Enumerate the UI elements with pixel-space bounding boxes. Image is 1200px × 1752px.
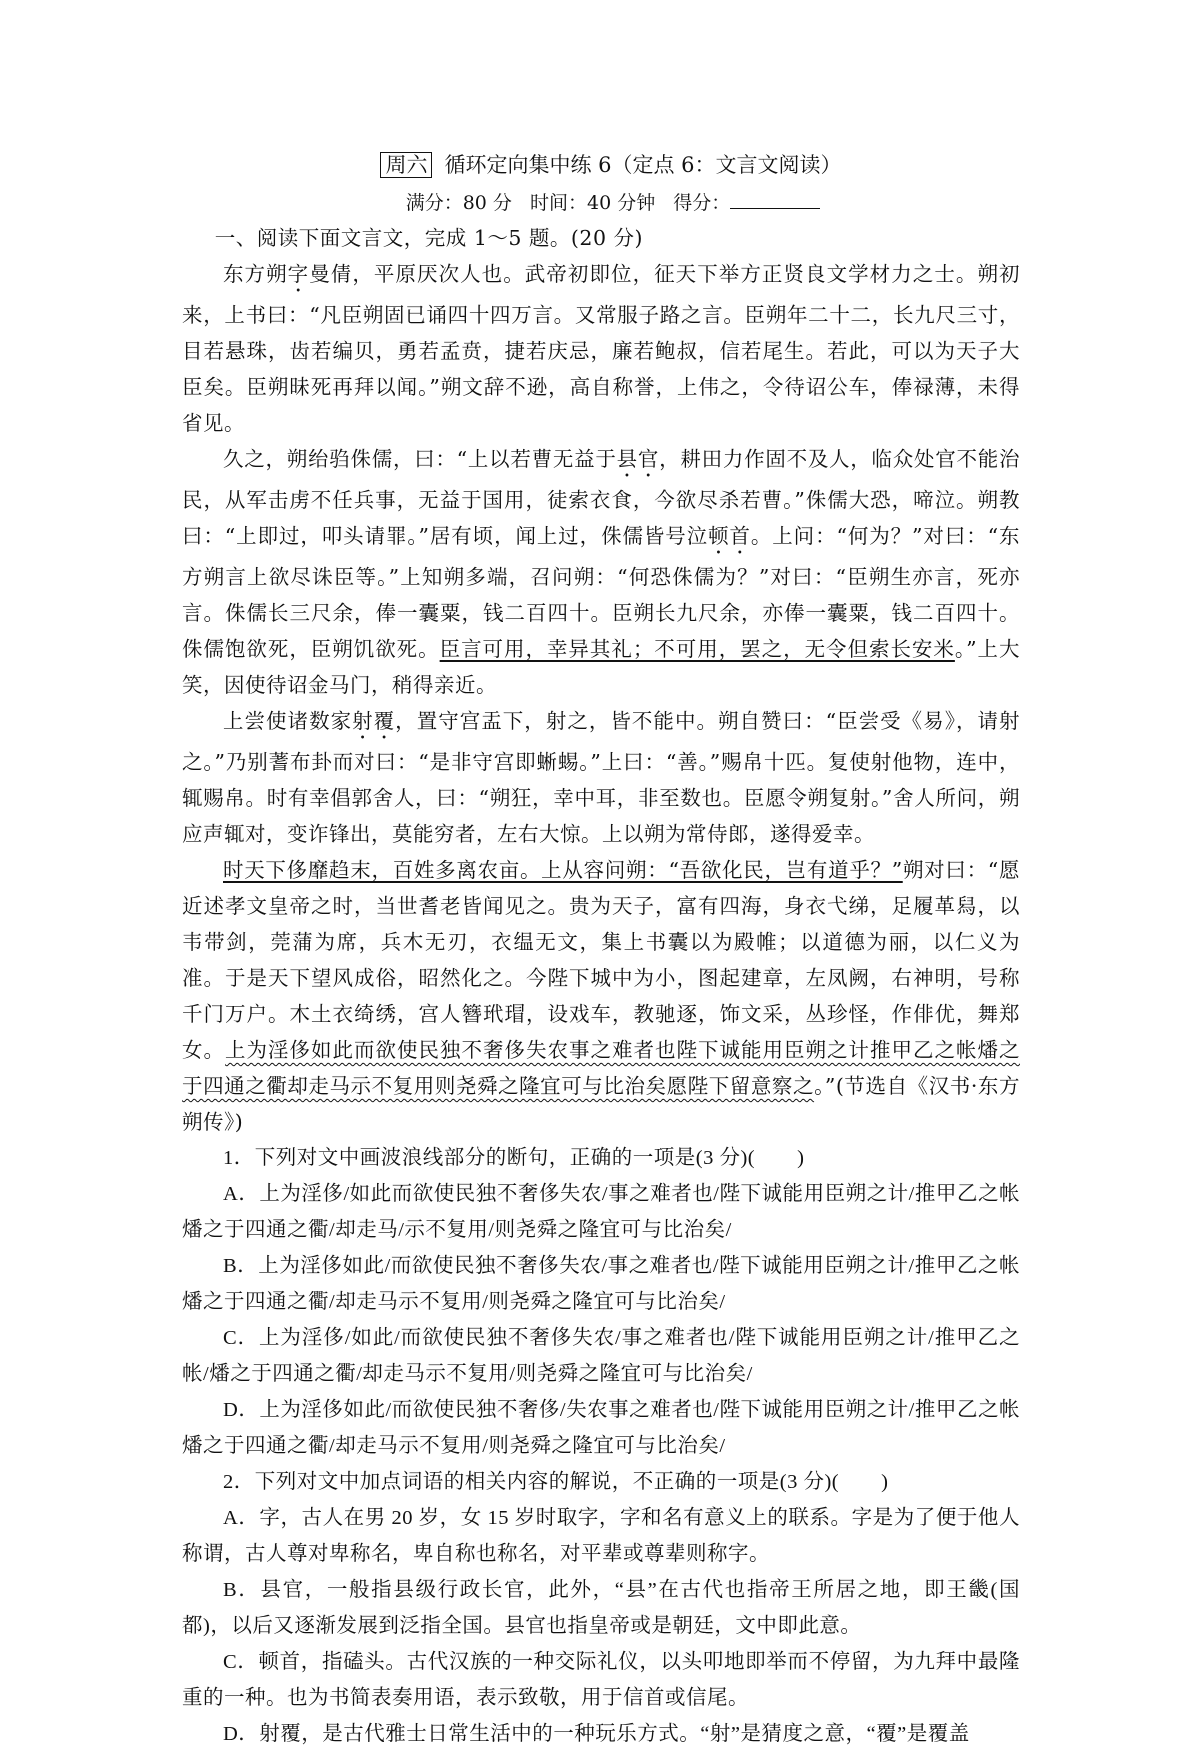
passage xyxy=(182,256,1020,1140)
full-score: 满分：80 分 xyxy=(405,192,512,214)
section-heading: 一、阅读下面文言文，完成 1～5 题。(20 分) xyxy=(214,226,644,250)
dotted-word-dunshou: 顿首 xyxy=(708,524,751,548)
option-b[interactable]: B．上为淫侈如此/而欲使民独不奢侈失农/事之难者也/陛下诚能用臣朔之计/推甲乙之帐燔之于四通之衢/却走马示不复用/则尧舜之隆宜可与比治矣/ xyxy=(182,1255,1020,1313)
option-a[interactable]: A．上为淫侈/如此而欲使民独不奢侈失农/事之难者也/陛下诚能用臣朔之计/推甲乙之帐燔之于四通之衢/却走马/示不复用/则尧舜之隆宜可与比治矣/ xyxy=(182,1183,1020,1241)
question-stem: 1．下列对文中画波浪线部分的断句，正确的一项是(3 分)( ) xyxy=(223,1147,805,1169)
option-c[interactable]: C．顿首，指磕头。古代汉族的一种交际礼仪，以头叩地即举而不停留，为九拜中最隆重的一种。也为书简表奏用语，表示致敬，用于信首或信尾。 xyxy=(182,1651,1020,1709)
passage-paragraph: 上尝使诸数家射覆，置守宫盂下，射之，皆不能中。朔自赞曰：“臣尝受《易》，请射之。”乃别蓍布卦而对曰：“是非守宫即蜥蜴。”上曰：“善。”赐帛十匹。复使射他物，连中，辄赐帛。时有幸倡郭舍人，曰：“朔狂，幸中耳，非至数也。臣愿令朔复射。”舍人所问，朔应声辄对，变诈锋出，莫能穷者，左右大惊。上以朔为常侍郎，遂得爱幸。 xyxy=(182,709,1021,846)
option-c[interactable]: C．上为淫侈/如此/而欲使民独不奢侈失农/事之难者也/陛下诚能用臣朔之计/推甲乙之帐/燔之于四通之衢/却走马示不复用/则尧舜之隆宜可与比治矣/ xyxy=(182,1327,1020,1385)
score-line xyxy=(206,186,1020,220)
dotted-word-xianguan: 县官 xyxy=(616,447,660,471)
underlined-sentence: 时天下侈靡趋末，百姓多离农亩。上从容问朔：“吾欲化民，岂有道乎？” xyxy=(223,858,903,882)
question-1 xyxy=(182,1140,1020,1464)
option-d[interactable]: D．射覆，是古代雅士日常生活中的一种玩乐方式。“射”是猜度之意，“覆”是覆盖 xyxy=(223,1723,970,1745)
underlined-sentence: 臣言可用，幸异其礼；不可用，罢之，无令但索长安米 xyxy=(439,637,955,661)
page-title xyxy=(202,148,1020,182)
score-blank[interactable] xyxy=(730,190,820,209)
passage-paragraph: 时天下侈靡趋末，百姓多离农亩。上从容问朔：“吾欲化民，岂有道乎？”朔对曰：“愿近述孝文皇帝之时，当世耆老皆闻见之。贵为天子，富有四海，身衣弋绨，足履革舄，以韦带剑，莞蒲为席，兵木无刃，衣缊无文，集上书囊以为殿帷；以道德为丽，以仁义为准。于是天下望风成俗，昭然化之。今陛下城中为小，图起建章，左凤阙，右神明，号称千门万户。木土衣绮绣，宫人簪玳瑁，设戏车，教驰逐，饰文采，丛珍怪，作俳优，舞郑女。上为淫侈如此而欲使民独不奢侈失农事之难者也陛下诚能用臣朔之计推甲乙之帐燔之于四通之衢却走马示不复用则尧舜之隆宜可与比治矣愿陛下留意察之。”(节选自《汉书·东方朔传》) xyxy=(182,858,1021,1134)
option-d[interactable]: D．上为淫侈如此/而欲使民独不奢侈/失农事之难者也/陛下诚能用臣朔之计/推甲乙之帐燔之于四通之衢/却走马示不复用/则尧舜之隆宜可与比治矣/ xyxy=(182,1399,1020,1457)
question-2 xyxy=(182,1464,1020,1752)
question-stem: 2．下列对文中加点词语的相关内容的解说，不正确的一项是(3 分)( ) xyxy=(223,1471,889,1493)
dotted-word-shefu: 射覆 xyxy=(352,709,396,733)
dotted-word-zi: 字 xyxy=(287,262,310,286)
passage-paragraph: 东方朔字曼倩，平原厌次人也。武帝初即位，征天下举方正贤良文学材力之士。朔初来，上书曰：“凡臣朔固已诵四十四万言。又常服子路之言。臣朔年二十二，长九尺三寸，目若悬珠，齿若编贝，勇若孟贲，捷若庆忌，廉若鲍叔，信若尾生。若此，可以为天子大臣矣。臣朔昧死再拜以闻。”朔文辞不逊，高自称誉，上伟之，令待诏公车，俸禄薄，未得省见。 xyxy=(182,262,1021,435)
option-b[interactable]: B．县官，一般指县级行政长官，此外，“县”在古代也指帝王所居之地，即王畿(国都)，以后又逐渐发展到泛指全国。县官也指皇帝或是朝廷，文中即此意。 xyxy=(182,1579,1020,1637)
wavy-underlined-passage: 上为淫侈如此而欲使民独不奢侈失农事之难者也陛下诚能用臣朔之计推甲乙之帐燔之于四通之衢却走马示不复用则尧舜之隆宜可与比治矣愿陛下留意察之 xyxy=(182,1038,1020,1098)
worksheet-page xyxy=(182,148,1020,1752)
time-limit: 时间：40 分钟 xyxy=(529,192,656,214)
passage-paragraph: 久之，朔绐驺侏儒，曰：“上以若曹无益于县官，耕田力作固不及人，临众处官不能治民，从军击虏不任兵事，无益于国用，徒索衣食，今欲尽杀若曹。”侏儒大恐，啼泣。朔教曰：“上即过，叩头请罪。”居有顷，闻上过，侏儒皆号泣顿首。上问：“何为？”对曰：“东方朔言上欲尽诛臣等。”上知朔多端，召问朔：“何恐侏儒为？”对曰：“臣朔生亦言，死亦言。侏儒长三尺余，俸一囊粟，钱二百四十。臣朔长九尺余，亦俸一囊粟，钱二百四十。侏儒饱欲死，臣朔饥欲死。臣言可用，幸异其礼；不可用，罢之，无令但索长安米。”上大笑，因使待诏金马门，稍得亲近。 xyxy=(182,447,1021,697)
day-box: 周六 xyxy=(380,152,432,178)
score-field: 得分： xyxy=(673,192,820,214)
option-a[interactable]: A．字，古人在男 20 岁，女 15 岁时取字，字和名有意义上的联系。字是为了便于他人称谓，古人尊对卑称名，卑自称也称名，对平辈或尊辈则称字。 xyxy=(182,1507,1020,1565)
title-text: 循环定向集中练 6（定点 6：文言文阅读） xyxy=(444,153,842,177)
